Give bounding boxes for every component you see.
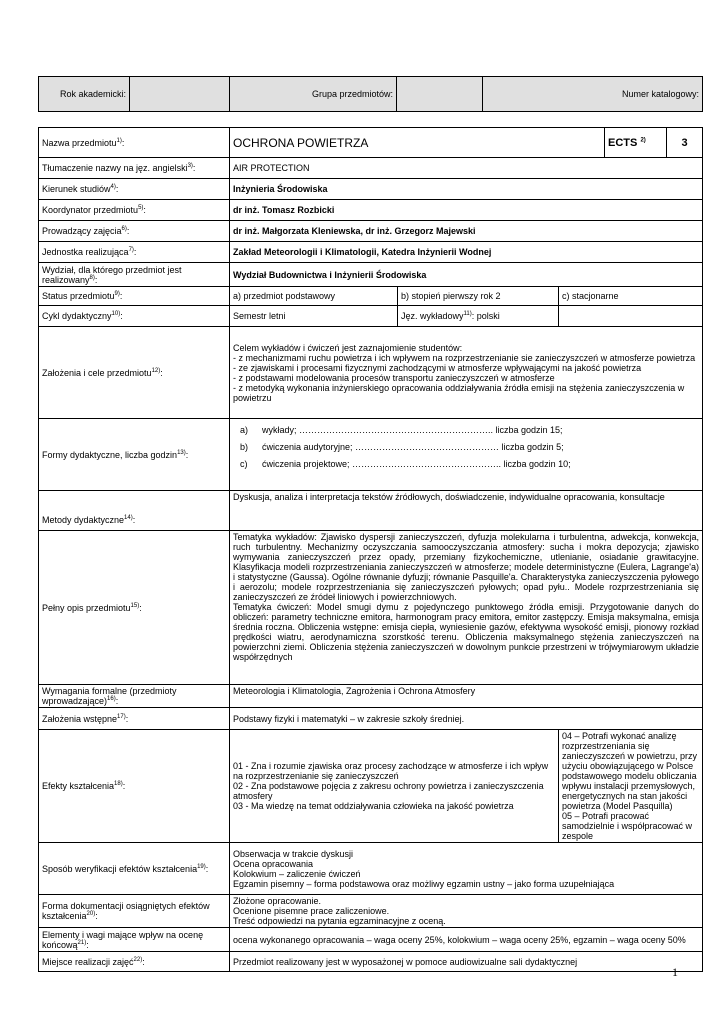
cele-line: - z podstawami modelowania procesów transportu zanieczyszczeń w atmosferze: [233, 372, 555, 383]
status-a: a) przedmiot podstawowy: [230, 287, 398, 306]
weryfikacja-label: Sposób weryfikacji efektów kształcenia$^{19)}$:: [39, 843, 230, 895]
zalozenia-cele-value: [230, 327, 703, 419]
weryfikacja-line: Obserwacja w trakcie dyskusji: [233, 848, 354, 859]
rok-akademicki-value[interactable]: [130, 77, 230, 112]
cele-line: Celem wykładów i ćwiczeń jest zaznajomienie studentów:: [233, 342, 463, 353]
dokumentacja-line: Treść odpowiedzi na pytania egzaminacyjne z oceną.: [233, 916, 446, 926]
row-nazwa: [39, 128, 703, 158]
cykl-empty: [559, 306, 703, 327]
wydzial-value: Wydział Budownictwa i Inżynierii Środowiska: [230, 263, 703, 287]
elementy-value: ocena wykonanego opracowania – waga oceny 25%, kolokwium – waga oceny 25%, egzamin – waga oceny 50%: [230, 928, 703, 952]
tlumaczenie-label: Tłumaczenie nazwy na jęz. angielski$^{3)}$:: [39, 158, 230, 179]
page-number: 1: [672, 965, 678, 979]
row-kierunek: [39, 179, 703, 200]
kierunek-value: Inżynieria Środowiska: [230, 179, 703, 200]
status-label: Status przedmiotu$^{9)}$:: [39, 287, 230, 306]
pelny-opis-label: Pełny opis przedmiotu$^{15)}$:: [39, 531, 230, 685]
zalozenia-wstepne-value: Podstawy fizyki i matematyki – w zakresie szkoły średniej.: [230, 708, 703, 730]
dokumentacja-label: Forma dokumentacji osiągniętych efektów kształcenia$^{20)}$:: [39, 895, 230, 928]
wymagania-label: Wymagania formalne (przedmioty wprowadzające)$^{16)}$:: [39, 685, 230, 708]
row-efekty: [39, 730, 703, 843]
miejsce-label: Miejsce realizacji zajęć$^{22)}$:: [39, 952, 230, 972]
prowadzacy-label: Prowadzący zajęcia$^{6)}$:: [39, 221, 230, 242]
row-metody: [39, 491, 703, 531]
row-tlumaczenie: [39, 158, 703, 179]
elementy-label: Elementy i wagi mające wpływ na ocenę końcową$^{21)}$:: [39, 928, 230, 952]
efekty-right: 04 – Potrafi wykonać analizę rozprzestrzeniania się zanieczyszczeń w powietrzu, przy użyciu obowiązującego w Polsce podstawowego modelu obliczania wpływu instalacji przemysłowych, energetycznych na stan jakości powietrza (Model Pasquilla) 05 – Potrafi pracować samodzielnie i współpracować w zespole: [559, 730, 703, 843]
zalozenia-cele-label: Założenia i cele przedmiotu$^{12)}$:: [39, 327, 230, 419]
metody-label: Metody dydaktyczne$^{14)}$:: [39, 491, 230, 531]
efekty-left: 01 - Zna i rozumie zjawiska oraz procesy zachodzące w atmosferze i ich wpływ na rozprzestrzenianie się zanieczyszczeń 02 - Zna podstawowe pojęcia z zakresu ochrony powietrza i zanieczyszczenia atmosfery 03 - Ma wiedzę na temat oddziaływania człowieka na jakość powietrza: [230, 730, 559, 843]
weryfikacja-line: Ocena opracowania: [233, 858, 314, 869]
koordynator-value: dr inż. Tomasz Rozbicki: [230, 200, 703, 221]
row-jednostka: [39, 242, 703, 263]
prowadzacy-value: dr inż. Małgorzata Kleniewska, dr inż. Grzegorz Majewski: [230, 221, 703, 242]
row-prowadzacy: [39, 221, 703, 242]
cykl-value: Semestr letni: [230, 306, 398, 327]
wymagania-value: Meteorologia i Klimatologia, Zagrożenia i Ochrona Atmosfery: [230, 685, 703, 708]
numer-katalogowy-label: Numer katalogowy:: [483, 77, 703, 112]
zalozenia-wstepne-label: Założenia wstępne$^{17)}$:: [39, 708, 230, 730]
koordynator-label: Koordynator przedmiotu$^{5)}$:: [39, 200, 230, 221]
weryfikacja-value: [230, 843, 703, 895]
row-weryfikacja: [39, 843, 703, 895]
row-miejsce: [39, 952, 703, 972]
kierunek-label: Kierunek studiów$^{4)}$:: [39, 179, 230, 200]
row-cykl: [39, 306, 703, 327]
jezyk-wykladowy: Jęz. wykładowy$^{11)}$: polski: [398, 306, 559, 327]
grupa-przedmiotow-label: Grupa przedmiotów:: [230, 77, 397, 112]
jednostka-label: Jednostka realizująca$^{7)}$:: [39, 242, 230, 263]
forma-item: b) ćwiczenia audytoryjne; ………………………………………… liczba godzin 5;: [240, 441, 564, 452]
cele-line: - z mechanizmami ruchu powietrza i ich wpływem na rozprzestrzenianie sie zanieczyszczeń w atmosferze powietrza: [233, 352, 696, 363]
row-status: [39, 287, 703, 306]
status-b: b) stopień pierwszy rok 2: [398, 287, 559, 306]
row-zalozenia-cele: [39, 327, 703, 419]
ects-value: 3: [667, 128, 703, 158]
tlumaczenie-value: AIR PROTECTION: [230, 158, 703, 179]
formy-label: Formy dydaktyczne, liczba godzin$^{13)}$:: [39, 419, 230, 491]
dokumentacja-value: [230, 895, 703, 928]
catalog-header-table: [38, 76, 703, 112]
tematyka-cwiczen: Tematyka ćwiczeń: Model smugi dymu z pojedynczego punktowego źródła emisji. Przygotowanie danych do obliczeń: parametry techniczne emitora, harmonogram pracy emitora, emitor zastępczy. Emisja maksymalna, emisja średnia roczna. Obliczenia wstępne: emisja ciepła, wyniesienie gazów, efektywna wysokość emisji, pionowy rozkład prędkości wiatru, aerodynamiczna szorstkość terenu. Obliczenia maksymalnego stężenia zanieczyszczeń na powierzchni ziemi. Obliczenia stężenia zanieczyszczeń w dowolnym punkcie przestrzeni w trójwymiarowym układzie współrzędnych: [233, 602, 700, 662]
status-c: c) stacjonarne: [559, 287, 703, 306]
forma-item: c) ćwiczenia projektowe; ………………………………………….. liczba godzin 10;: [240, 458, 571, 469]
dokumentacja-line: Złożone opracowanie.: [233, 896, 322, 906]
formy-value: [230, 419, 703, 491]
cele-line: - ze zjawiskami i procesami fizycznymi zachodzącymi w atmosferze wpływającymi na jakość powietrza: [233, 362, 642, 373]
jednostka-value: Zakład Meteorologii i Klimatologii, Katedra Inżynierii Wodnej: [230, 242, 703, 263]
syllabus-table: [38, 127, 703, 972]
nazwa-label: Nazwa przedmiotu$^{1)}$:: [39, 128, 230, 158]
ects-label: ECTS $^{2)}$: [605, 128, 667, 158]
row-koordynator: [39, 200, 703, 221]
nazwa-value: OCHRONA POWIETRZA: [230, 128, 605, 158]
weryfikacja-line: Egzamin pisemny – forma podstawowa oraz możliwy egzamin ustny – jako forma uzupełniająca: [233, 878, 615, 889]
dokumentacja-line: Ocenione pisemne prace zaliczeniowe.: [233, 906, 390, 916]
pelny-opis-value: [230, 531, 703, 685]
metody-value: Dyskusja, analiza i interpretacja tekstów źródłowych, doświadczenie, indywidualne opracowania, konsultacje: [230, 491, 703, 531]
cele-line: - z metodyką wykonania inżynierskiego opracowania oddziaływania źródła emisji na stężenia zanieczyszczenia w powietrzu: [233, 382, 685, 403]
row-pelny-opis: [39, 531, 703, 685]
row-dokumentacja: [39, 895, 703, 928]
weryfikacja-line: Kolokwium – zaliczenie ćwiczeń: [233, 868, 361, 879]
efekty-label: Efekty kształcenia$^{18)}$:: [39, 730, 230, 843]
miejsce-value: Przedmiot realizowany jest w wyposażonej w pomoce audiowizualne sali dydaktycznej: [230, 952, 703, 972]
row-wymagania: [39, 685, 703, 708]
row-elementy: [39, 928, 703, 952]
tematyka-wykladow: Tematyka wykładów: Zjawisko dyspersji zanieczyszczeń, dyfuzja molekularna i turbulentna, adwekcja, konwekcja, ruch turbulentny. Mechanizmy oczyszczania samooczyszczania atmosfery: sucha i mokra depozycja; zjawisko wymywania zanieczyszczeń przez opady, przemiany fizykochemiczne, utlenianie, osiadanie grawitacyjne. Klasyfikacja modeli rozprzestrzeniania zanieczyszczeń w atmosferze; modele deterministyczne (Eulera, Lagrange'a) i statystyczne (Gaussa). Ogólne równanie dyfuzji; równanie Pasquille'a. Charakterystyka zanieczyszczenia pyłowego i aerozolu; modele rozprzestrzeniania się zanieczyszczeń pyłowych; opad pyłu.. Modele rozprzestrzeniania się zanieczyszczeń ze źródeł liniowych i powierzchniowych.: [233, 532, 700, 602]
forma-item: a) wykłady; ……………………………………………………….. liczba godzin 15;: [240, 424, 563, 435]
rok-akademicki-label: Rok akademicki:: [39, 77, 130, 112]
row-zalozenia-wstepne: [39, 708, 703, 730]
wydzial-label: Wydział, dla którego przedmiot jest realizowany$^{8)}$:: [39, 263, 230, 287]
row-wydzial: [39, 263, 703, 287]
cykl-label: Cykl dydaktyczny$^{10)}$:: [39, 306, 230, 327]
row-formy: [39, 419, 703, 491]
grupa-przedmiotow-value[interactable]: [397, 77, 483, 112]
